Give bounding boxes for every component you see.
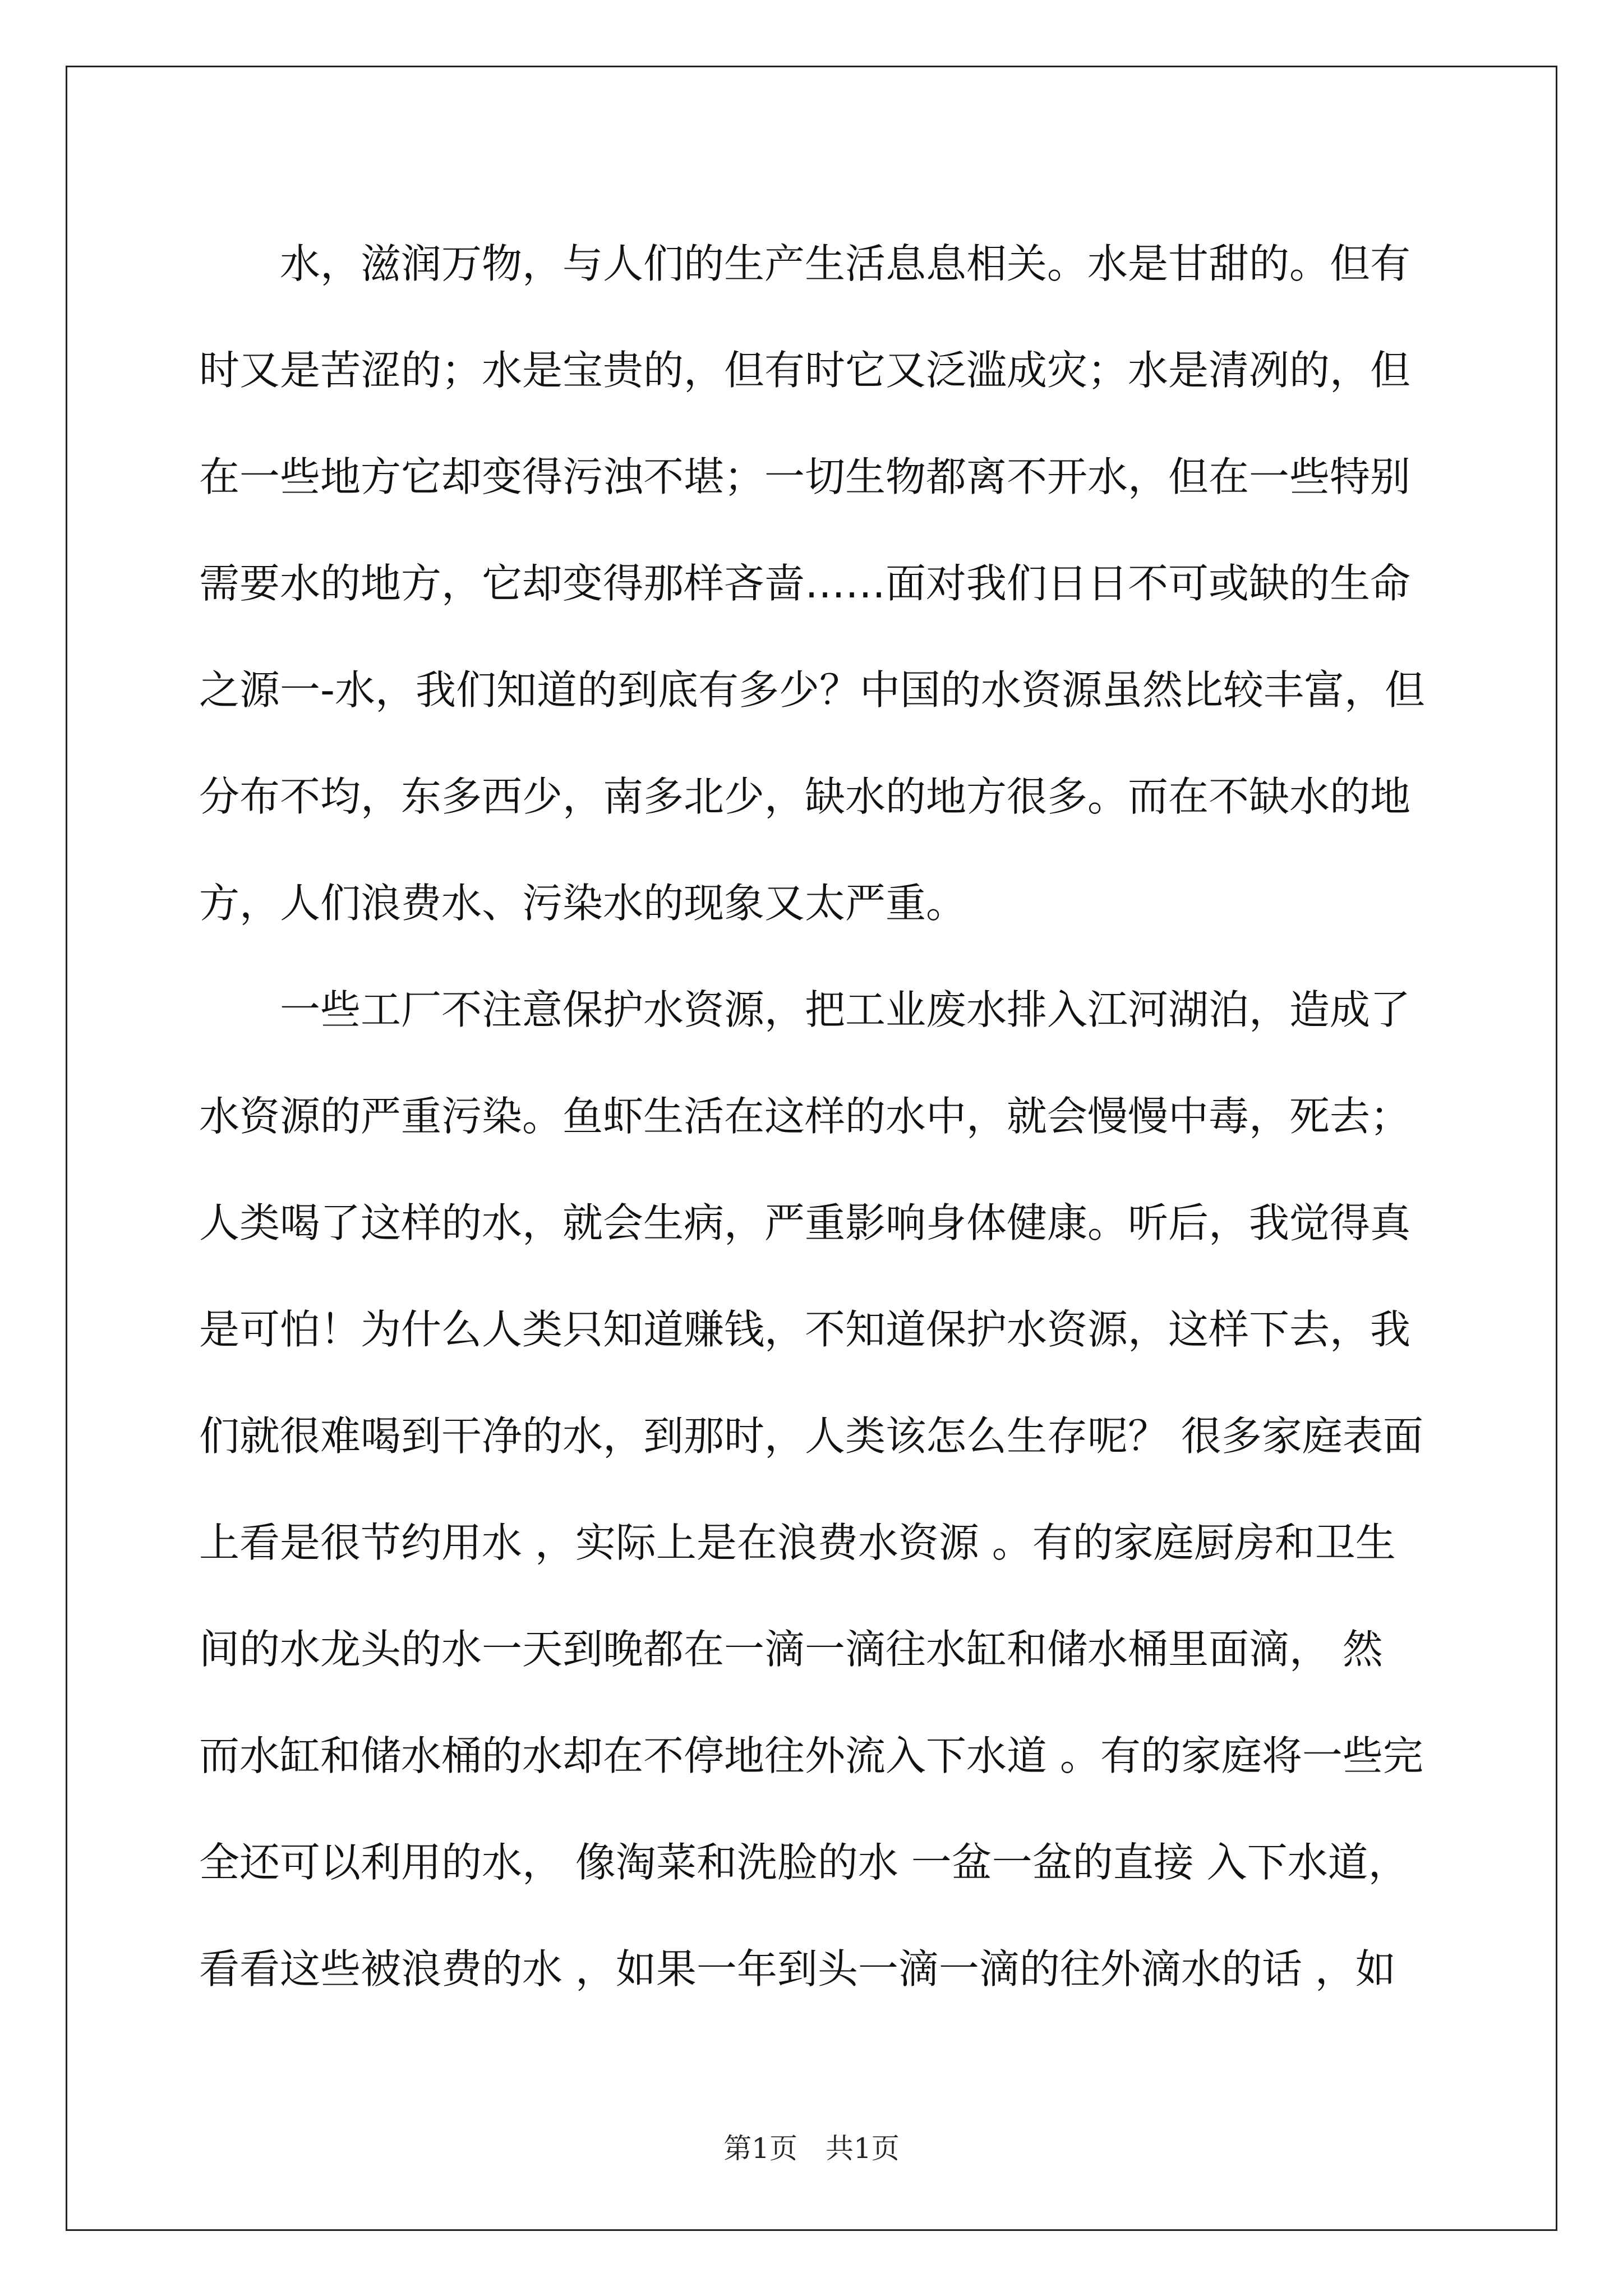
- paragraph-1-line-3: 在一些地方它却变得污浊不堪；一切生物都离不开水，但在一些特别: [199, 453, 1411, 500]
- paragraph-2-line-8: 而水缸和储水桶的水却在不停地往外流入下水道 。有的家庭将一些完: [199, 1732, 1423, 1779]
- paragraph-2-line-1: 一些工厂不注意保护水资源，把工业废水排入江河湖泊，造成了: [280, 986, 1411, 1033]
- paragraph-2-line-5: 们就很难喝到干净的水，到那时，人类该怎么生存呢？ 很多家庭表面: [199, 1412, 1423, 1460]
- page-number-footer: 第1页 共1页: [723, 2132, 900, 2165]
- paragraph-1-line-5: 之源一-水，我们知道的到底有多少？中国的水资源虽然比较丰富，但: [199, 666, 1425, 714]
- paragraph-1-line-6: 分布不均，东多西少，南多北少，缺水的地方很多。而在不缺水的地: [199, 773, 1411, 820]
- paragraph-1-line-1: 水，滋润万物，与人们的生产生活息息相关。水是甘甜的。但有: [280, 240, 1411, 287]
- paragraph-2-line-10: 看看这些被浪费的水 ，如果一年到头一滴一滴的往外滴水的话 ，如: [199, 1945, 1396, 1993]
- paragraph-2-line-4: 是可怕！为什么人类只知道赚钱，不知道保护水资源，这样下去，我: [199, 1306, 1411, 1353]
- paragraph-2-line-7: 间的水龙头的水一天到晚都在一滴一滴往水缸和储水桶里面滴， 然: [199, 1626, 1383, 1673]
- paragraph-2-line-9: 全还可以利用的水， 像淘菜和洗脸的水 一盆一盆的直接 入下水道，: [199, 1839, 1409, 1886]
- document-body: [199, 210, 1433, 2022]
- paragraph-1-line-4: 需要水的地方，它却变得那样吝啬……面对我们日日不可或缺的生命: [199, 560, 1411, 607]
- paragraph-1-line-7: 方，人们浪费水、污染水的现象又太严重。: [199, 880, 967, 927]
- paragraph-1-line-2: 时又是苦涩的；水是宝贵的，但有时它又泛滥成灾；水是清冽的，但: [199, 347, 1411, 394]
- paragraph-2-line-6: 上看是很节约用水 ，实际上是在浪费水资源 。有的家庭厨房和卫生: [199, 1519, 1396, 1566]
- paragraph-2-line-2: 水资源的严重污染。鱼虾生活在这样的水中，就会慢慢中毒，死去；: [199, 1093, 1411, 1140]
- paragraph-2-line-3: 人类喝了这样的水，就会生病，严重影响身体健康。听后，我觉得真: [199, 1199, 1411, 1246]
